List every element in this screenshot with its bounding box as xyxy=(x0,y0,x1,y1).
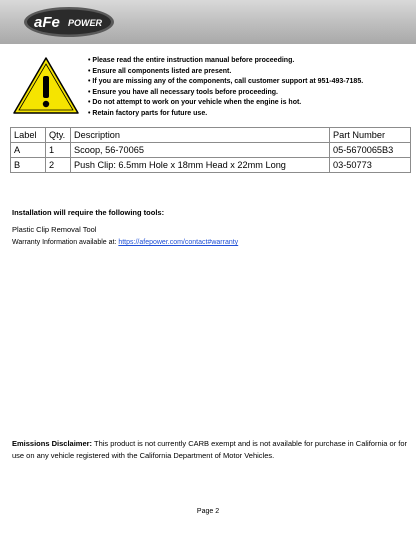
warning-item: • Retain factory parts for future use. xyxy=(88,109,363,120)
emissions-disclaimer xyxy=(12,438,408,461)
column-header-description: Description xyxy=(71,128,330,143)
cell-qty: 1 xyxy=(46,143,71,158)
warranty-link[interactable]: https://afepower.com/contact#warranty xyxy=(118,239,239,246)
cell-qty: 2 xyxy=(46,158,71,173)
emissions-text: This product is not currently CARB exempt and is not available for purchase in California or for use on any vehicle registered with the California Department of Motor Vehicles. xyxy=(12,439,408,460)
cell-part-number: 05-5670065B3 xyxy=(330,143,411,158)
warning-item: • Please read the entire instruction manual before proceeding. xyxy=(88,56,363,67)
parts-table xyxy=(10,127,411,173)
cell-label: A xyxy=(11,143,46,158)
header-band xyxy=(0,0,416,44)
warning-item: • Ensure you have all necessary tools before proceeding. xyxy=(88,88,363,99)
warning-item: • Do not attempt to work on your vehicle when the engine is hot. xyxy=(88,98,363,109)
emissions-label: Emissions Disclaimer: xyxy=(12,439,93,448)
cell-description: Push Clip: 6.5mm Hole x 18mm Head x 22mm Long xyxy=(71,158,330,173)
cell-description: Scoop, 56-70065 xyxy=(71,143,330,158)
warning-triangle-icon xyxy=(12,55,80,115)
svg-text:POWER: POWER xyxy=(68,18,103,28)
cell-label: B xyxy=(11,158,46,173)
tools-heading: Installation will require the following tools: xyxy=(12,208,165,217)
table-header-row xyxy=(11,128,411,143)
warning-item: • If you are missing any of the components, call customer support at 951-493-7185. xyxy=(88,77,363,88)
table-row xyxy=(11,143,411,158)
warranty-label: Warranty Information available at: xyxy=(12,239,119,246)
table-row xyxy=(11,158,411,173)
afe-power-logo xyxy=(22,5,116,39)
column-header-part-number: Part Number xyxy=(330,128,411,143)
warning-list xyxy=(88,56,363,119)
cell-part-number: 03-50773 xyxy=(330,158,411,173)
column-header-qty: Qty. xyxy=(46,128,71,143)
tool-item: Plastic Clip Removal Tool xyxy=(12,225,97,234)
warning-item: • Ensure all components listed are present. xyxy=(88,67,363,78)
warranty-line xyxy=(12,239,238,246)
svg-text:aFe: aFe xyxy=(34,14,60,31)
column-header-label: Label xyxy=(11,128,46,143)
page-number: Page 2 xyxy=(196,508,220,515)
